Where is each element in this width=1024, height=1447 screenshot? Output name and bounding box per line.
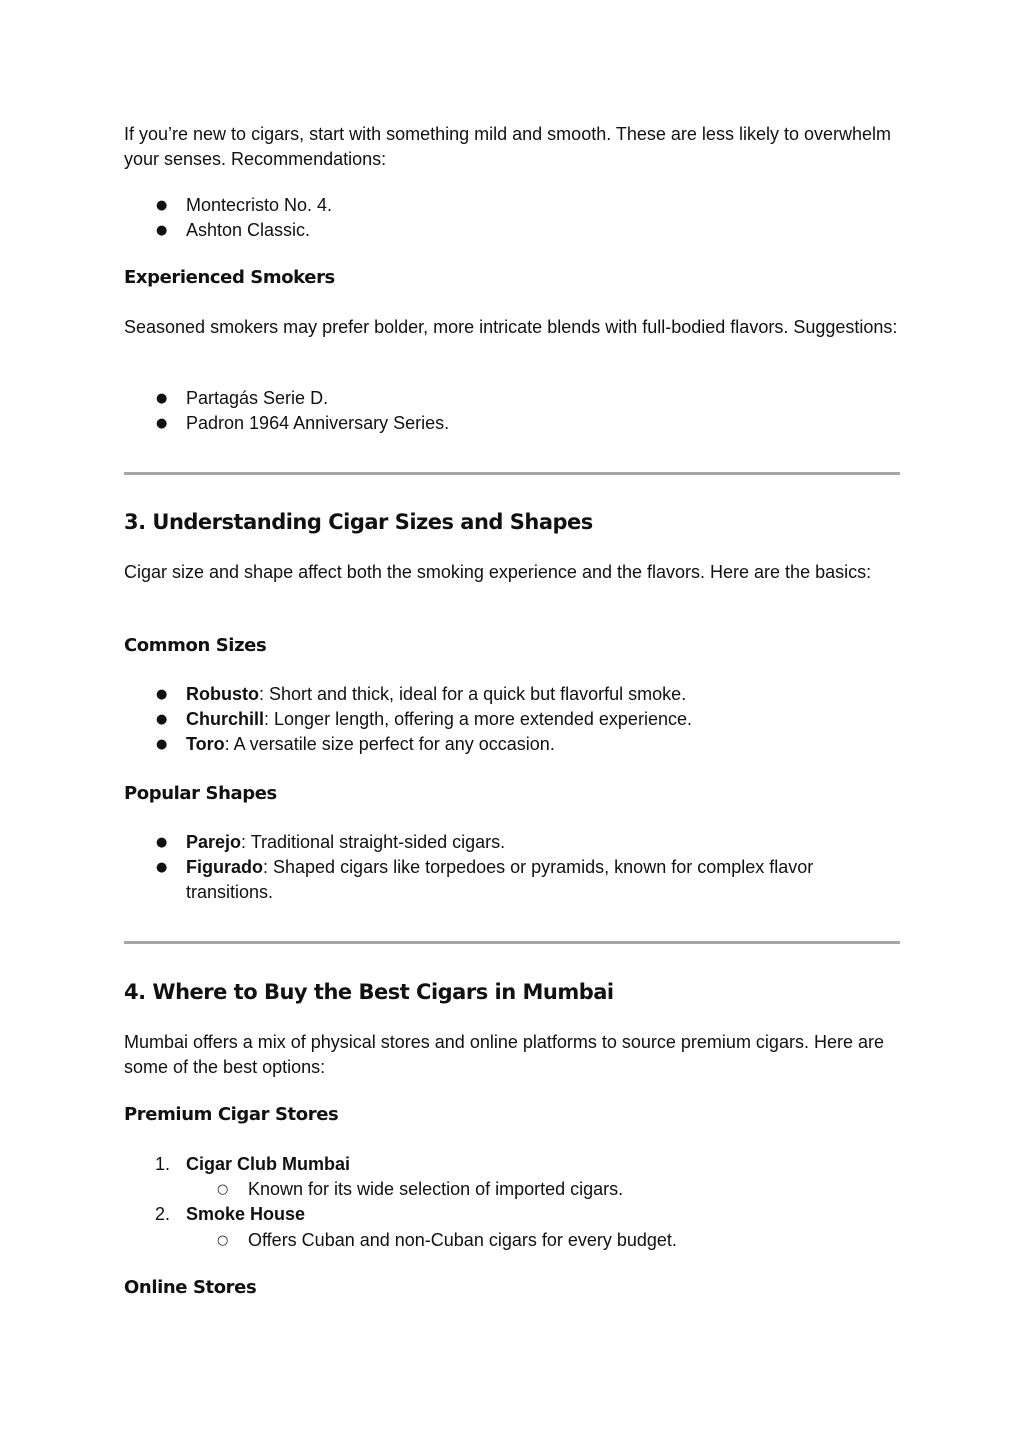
list-item-robusto — [186, 682, 886, 707]
horizontal-divider — [124, 472, 900, 475]
list-number: 1. — [155, 1154, 171, 1174]
store-name-text: Smoke House — [186, 1204, 306, 1224]
term: Figurado — [186, 857, 263, 877]
section4-paragraph: Mumbai offers a mix of physical stores and online platforms to source premium cigars. Here are some of the best options: — [124, 1032, 884, 1077]
bullet-icon: ● — [156, 416, 168, 431]
heading-section-3: 3. Understanding Cigar Sizes and Shapes — [124, 510, 593, 534]
list-item-churchill — [186, 707, 886, 732]
description: : A versatile size perfect for any occasion. — [224, 734, 555, 754]
horizontal-divider — [124, 941, 900, 944]
term: Parejo — [186, 832, 242, 852]
list-item-toro — [186, 732, 886, 757]
sub-bullet-icon: ○ — [217, 1182, 229, 1197]
store-detail: Known for its wide selection of imported cigars. — [248, 1179, 624, 1199]
description: : Short and thick, ideal for a quick but flavorful smoke. — [258, 684, 687, 704]
bullet-icon: ● — [156, 860, 168, 875]
store-detail: Offers Cuban and non-Cuban cigars for every budget. — [248, 1230, 677, 1250]
list-number: 2. — [155, 1204, 171, 1224]
store-name — [186, 1202, 886, 1227]
bullet-icon: ● — [156, 737, 168, 752]
list-item: Partagás Serie D. — [186, 388, 329, 408]
heading-online-stores: Online Stores — [124, 1277, 257, 1298]
list-item-parejo — [186, 830, 886, 855]
intro-paragraph: If you’re new to cigars, start with something mild and smooth. These are less likely to overwhelm your senses. Recommendations: — [124, 124, 891, 169]
description: : Traditional straight-sided cigars. — [241, 832, 506, 852]
section3-paragraph: Cigar size and shape affect both the smoking experience and the flavors. Here are the basics: — [124, 562, 872, 582]
heading-experienced-smokers: Experienced Smokers — [124, 267, 335, 288]
bullet-icon: ● — [156, 391, 168, 406]
heading-premium-cigar-stores: Premium Cigar Stores — [124, 1104, 339, 1125]
description: : Shaped cigars like torpedoes or pyramids, known for complex flavor transitions. — [186, 857, 814, 902]
term: Toro — [186, 734, 225, 754]
list-item: Padron 1964 Anniversary Series. — [186, 413, 450, 433]
list-item: Ashton Classic. — [186, 220, 311, 240]
list-item: Montecristo No. 4. — [186, 195, 333, 215]
description: : Longer length, offering a more extended experience. — [264, 709, 692, 729]
term: Churchill — [186, 709, 265, 729]
bullet-icon: ● — [156, 687, 168, 702]
sub-bullet-icon: ○ — [217, 1233, 229, 1248]
experienced-paragraph: Seasoned smokers may prefer bolder, more intricate blends with full-bodied flavors. Suggestions: — [124, 317, 898, 337]
heading-popular-shapes: Popular Shapes — [124, 783, 277, 804]
list-item-figurado — [186, 855, 866, 905]
bullet-icon: ● — [156, 223, 168, 238]
heading-common-sizes: Common Sizes — [124, 635, 267, 656]
heading-section-4: 4. Where to Buy the Best Cigars in Mumbai — [124, 980, 614, 1004]
store-name-text: Cigar Club Mumbai — [186, 1154, 351, 1174]
term: Robusto — [186, 684, 259, 704]
store-name — [186, 1152, 886, 1177]
bullet-icon: ● — [156, 835, 168, 850]
bullet-icon: ● — [156, 712, 168, 727]
bullet-icon: ● — [156, 198, 168, 213]
